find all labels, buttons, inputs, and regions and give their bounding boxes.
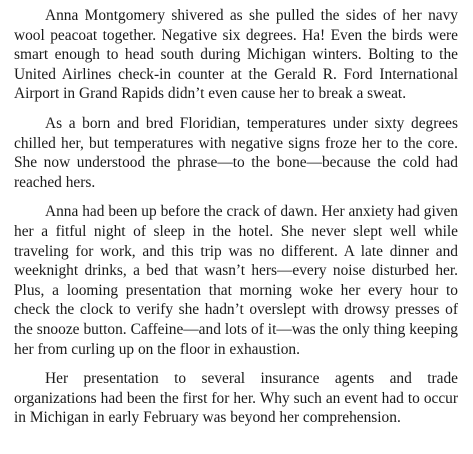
paragraph-1: Anna Montgomery shivered as she pulled the sides of her navy wool peacoat together. Negative six degrees. Ha! Even the birds were smart enough to head south during Michigan winters. Bolting to the United Airlines check-in counter at the Gerald R. Ford International Airport in Grand Rapids didn’t even cause her to break a sweat. [14, 7, 458, 103]
paragraph-2: As a born and bred Floridian, temperatures under sixty degrees chilled her, but temperatures with negative signs froze her to the core. She now understood the phrase—to the bone—because the cold had reached hers. [14, 114, 458, 191]
paragraph-4: Her presentation to several insurance agents and trade organizations had been the first for her. Why such an event had to occur in Michigan in early February was beyond her comprehension. [14, 370, 458, 427]
paragraph-3: Anna had been up before the crack of dawn. Her anxiety had given her a fitful night of sleep in the hotel. She never slept well while traveling for work, and this trip was no different. A late dinner and weeknight drinks, a bed that wasn’t hers—every noise disturbed her. Plus, a looming presentation that morning woke her every hour to check the clock to verify she hadn’t overslept with drowsy presses of the snooze button. Caffeine—and lots of it—was the only thing keeping her from curling up on the floor in exhaustion. [14, 203, 458, 358]
